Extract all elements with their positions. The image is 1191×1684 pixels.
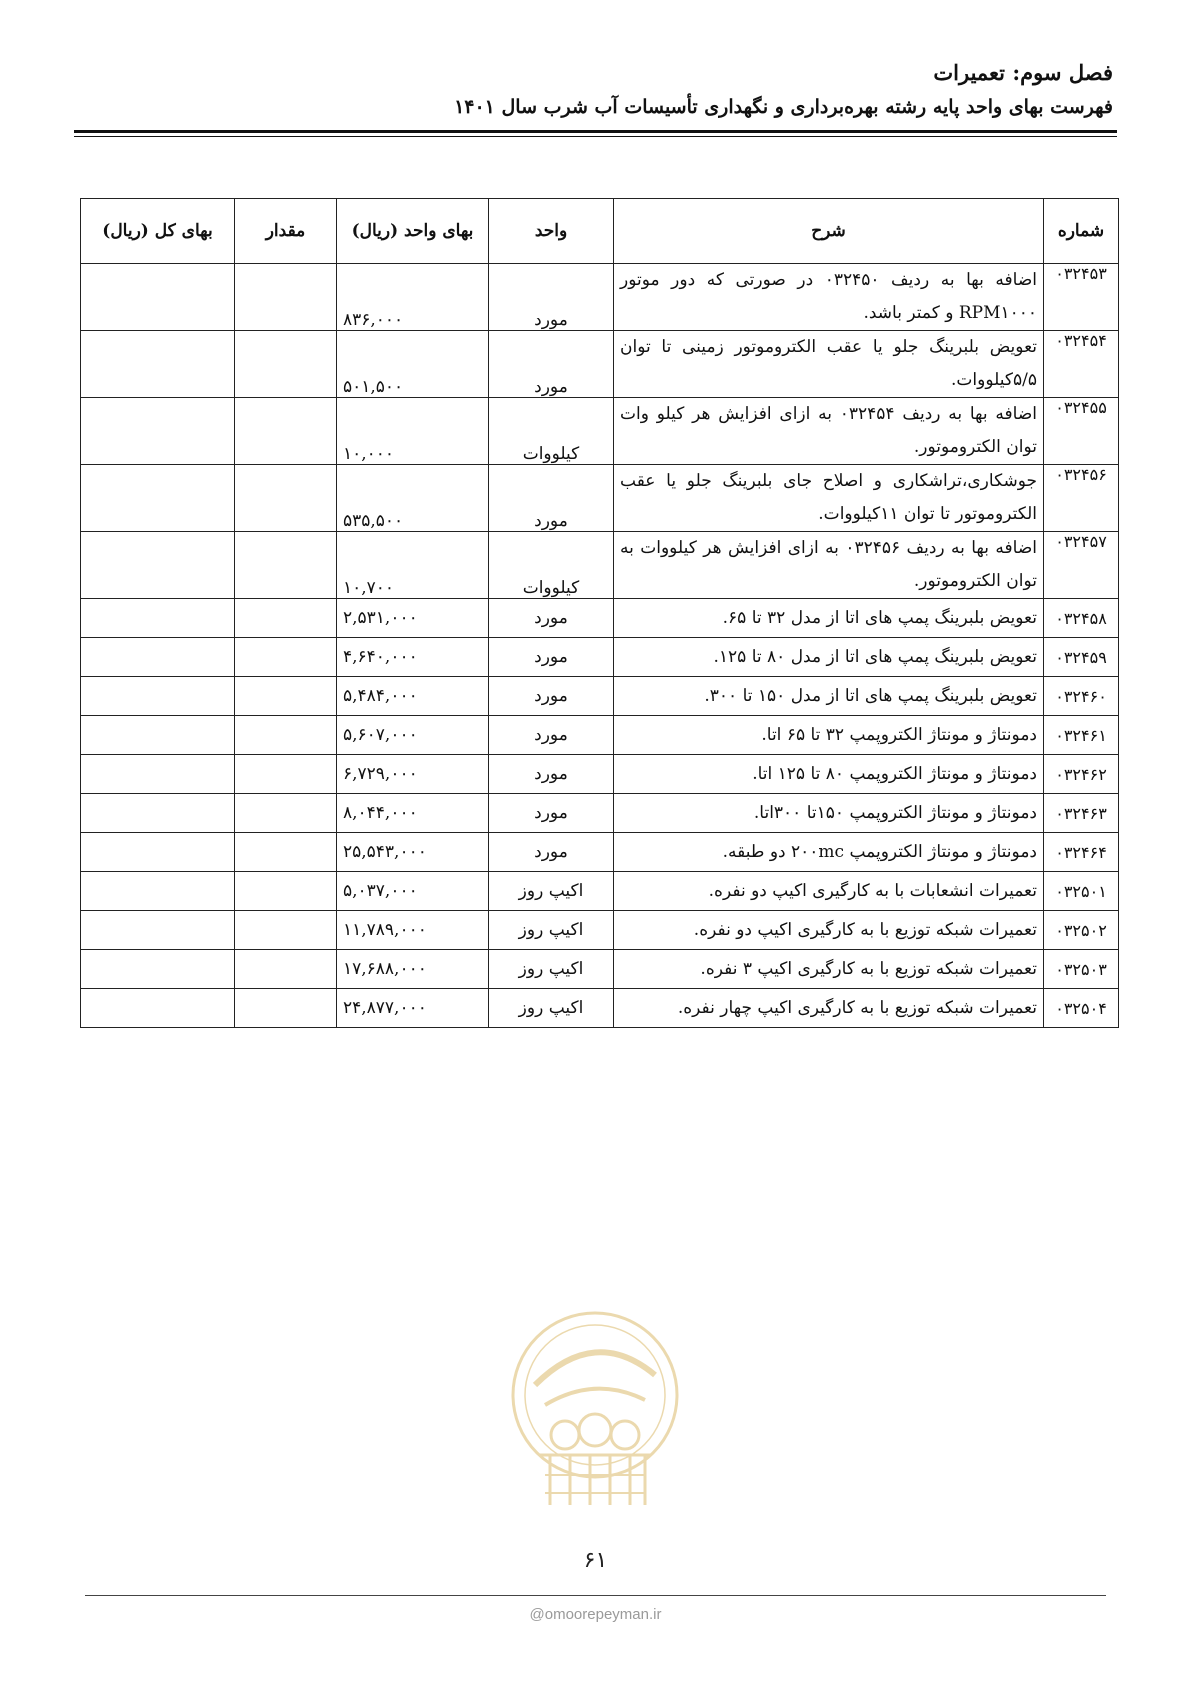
cell-code: ۰۳۲۴۵۷	[1044, 532, 1119, 599]
cell-code: ۰۳۲۴۵۳	[1044, 264, 1119, 331]
table-row	[81, 331, 1119, 398]
cell-code: ۰۳۲۴۶۴	[1044, 833, 1119, 872]
cell-unit: مورد	[489, 264, 614, 331]
header-rule-thin	[74, 136, 1117, 137]
cell-unit: مورد	[489, 755, 614, 794]
table-header-row	[81, 199, 1119, 264]
cell-description: جوشکاری،تراشکاری و اصلاح جای بلبرینگ جلو یا عقب الکتروموتور تا توان ۱۱کیلووات.	[614, 465, 1044, 532]
cell-quantity	[235, 677, 337, 716]
cell-unit: مورد	[489, 794, 614, 833]
cell-quantity	[235, 638, 337, 677]
price-table	[80, 198, 1119, 1028]
column-header-code: شماره	[1044, 199, 1119, 264]
cell-total-price	[81, 264, 235, 331]
cell-quantity	[235, 264, 337, 331]
cell-total-price	[81, 532, 235, 599]
cell-code: ۰۳۲۴۶۳	[1044, 794, 1119, 833]
cell-code: ۰۳۲۵۰۱	[1044, 872, 1119, 911]
cell-unit-price: ۵,۴۸۴,۰۰۰	[337, 677, 489, 716]
cell-description: تعمیرات شبکه توزیع با به کارگیری اکیپ ۳ نفره.	[614, 950, 1044, 989]
cell-description: دمونتاژ و مونتاژ الکتروپمپ ۲۰۰mc دو طبقه.	[614, 833, 1044, 872]
cell-unit: اکیپ روز	[489, 872, 614, 911]
cell-total-price	[81, 794, 235, 833]
cell-total-price	[81, 638, 235, 677]
cell-unit-price: ۲۵,۵۴۳,۰۰۰	[337, 833, 489, 872]
cell-unit: اکیپ روز	[489, 989, 614, 1028]
table-row	[81, 911, 1119, 950]
document-title: فهرست بهای واحد پایه رشته بهره‌برداری و نگهداری تأسیسات آب شرب سال ۱۴۰۱	[454, 96, 1113, 118]
footer-rule	[85, 1595, 1106, 1596]
table-row	[81, 638, 1119, 677]
table-row	[81, 716, 1119, 755]
cell-unit: مورد	[489, 331, 614, 398]
cell-quantity	[235, 872, 337, 911]
cell-unit-price: ۱۷,۶۸۸,۰۰۰	[337, 950, 489, 989]
cell-description: اضافه بها به ردیف ۰۳۲۴۵۰ در صورتی که دور موتور RPM۱۰۰۰ و کمتر باشد.	[614, 264, 1044, 331]
cell-total-price	[81, 599, 235, 638]
table-row	[81, 264, 1119, 331]
table-row	[81, 989, 1119, 1028]
column-header-total-price: بهای کل (ریال)	[81, 199, 235, 264]
cell-code: ۰۳۲۵۰۲	[1044, 911, 1119, 950]
cell-description: اضافه بها به ردیف ۰۳۲۴۵۴ به ازای افزایش هر کیلو وات توان الکتروموتور.	[614, 398, 1044, 465]
cell-code: ۰۳۲۴۶۲	[1044, 755, 1119, 794]
cell-total-price	[81, 677, 235, 716]
website-watermark: @omoorepeyman.ir	[529, 1606, 662, 1623]
cell-unit-price: ۵,۶۰۷,۰۰۰	[337, 716, 489, 755]
table-row	[81, 532, 1119, 599]
cell-total-price	[81, 833, 235, 872]
cell-description: تعویض بلبرینگ پمپ های اتا از مدل ۱۵۰ تا ۳۰۰.	[614, 677, 1044, 716]
table-row	[81, 794, 1119, 833]
cell-total-price	[81, 331, 235, 398]
cell-unit-price: ۱۰,۷۰۰	[337, 532, 489, 599]
cell-total-price	[81, 398, 235, 465]
cell-total-price	[81, 872, 235, 911]
cell-code: ۰۳۲۴۵۵	[1044, 398, 1119, 465]
cell-description: تعویض بلبرینگ جلو یا عقب الکتروموتور زمینی تا توان ۵/۵کیلووات.	[614, 331, 1044, 398]
cell-code: ۰۳۲۵۰۳	[1044, 950, 1119, 989]
cell-quantity	[235, 465, 337, 532]
cell-total-price	[81, 911, 235, 950]
cell-unit: مورد	[489, 599, 614, 638]
table-row	[81, 677, 1119, 716]
cell-unit-price: ۸,۰۴۴,۰۰۰	[337, 794, 489, 833]
cell-unit-price: ۵۰۱,۵۰۰	[337, 331, 489, 398]
cell-description: تعویض بلبرینگ پمپ های اتا از مدل ۸۰ تا ۱۲۵.	[614, 638, 1044, 677]
cell-description: تعمیرات انشعابات با به کارگیری اکیپ دو نفره.	[614, 872, 1044, 911]
column-header-description: شرح	[614, 199, 1044, 264]
cell-unit-price: ۵۳۵,۵۰۰	[337, 465, 489, 532]
page-number: ۶۱	[583, 1548, 608, 1573]
cell-unit: مورد	[489, 677, 614, 716]
cell-unit-price: ۶,۷۲۹,۰۰۰	[337, 755, 489, 794]
page-header	[454, 58, 1113, 122]
cell-unit: کیلووات	[489, 532, 614, 599]
cell-description: دمونتاژ و مونتاژ الکتروپمپ ۸۰ تا ۱۲۵ اتا.	[614, 755, 1044, 794]
cell-unit-price: ۲۴,۸۷۷,۰۰۰	[337, 989, 489, 1028]
table-row	[81, 755, 1119, 794]
cell-quantity	[235, 755, 337, 794]
table-row	[81, 398, 1119, 465]
table-row	[81, 833, 1119, 872]
cell-unit: مورد	[489, 465, 614, 532]
column-header-unit: واحد	[489, 199, 614, 264]
omoorepeyman-seal-logo	[505, 1305, 685, 1515]
cell-description: تعویض بلبرینگ پمپ های اتا از مدل ۳۲ تا ۶۵.	[614, 599, 1044, 638]
cell-total-price	[81, 755, 235, 794]
cell-unit: کیلووات	[489, 398, 614, 465]
cell-unit: اکیپ روز	[489, 911, 614, 950]
cell-unit: مورد	[489, 638, 614, 677]
cell-code: ۰۳۲۴۵۹	[1044, 638, 1119, 677]
cell-unit-price: ۸۳۶,۰۰۰	[337, 264, 489, 331]
cell-unit-price: ۵,۰۳۷,۰۰۰	[337, 872, 489, 911]
cell-total-price	[81, 989, 235, 1028]
cell-unit: مورد	[489, 833, 614, 872]
table-row	[81, 465, 1119, 532]
cell-total-price	[81, 465, 235, 532]
cell-quantity	[235, 599, 337, 638]
cell-quantity	[235, 532, 337, 599]
cell-code: ۰۳۲۴۶۱	[1044, 716, 1119, 755]
cell-code: ۰۳۲۴۵۴	[1044, 331, 1119, 398]
cell-unit-price: ۲,۵۳۱,۰۰۰	[337, 599, 489, 638]
cell-description: اضافه بها به ردیف ۰۳۲۴۵۶ به ازای افزایش هر کیلووات به توان الکتروموتور.	[614, 532, 1044, 599]
table-row	[81, 872, 1119, 911]
header-rule-thick	[74, 130, 1117, 133]
cell-code: ۰۳۲۴۵۸	[1044, 599, 1119, 638]
cell-quantity	[235, 833, 337, 872]
cell-description: دمونتاژ و مونتاژ الکتروپمپ ۳۲ تا ۶۵ اتا.	[614, 716, 1044, 755]
cell-quantity	[235, 794, 337, 833]
table-row	[81, 599, 1119, 638]
cell-unit-price: ۱۰,۰۰۰	[337, 398, 489, 465]
cell-description: تعمیرات شبکه توزیع با به کارگیری اکیپ چهار نفره.	[614, 989, 1044, 1028]
cell-unit: مورد	[489, 716, 614, 755]
cell-unit-price: ۴,۶۴۰,۰۰۰	[337, 638, 489, 677]
cell-quantity	[235, 950, 337, 989]
cell-quantity	[235, 398, 337, 465]
cell-description: تعمیرات شبکه توزیع با به کارگیری اکیپ دو نفره.	[614, 911, 1044, 950]
column-header-quantity: مقدار	[235, 199, 337, 264]
cell-quantity	[235, 716, 337, 755]
cell-quantity	[235, 911, 337, 950]
cell-description: دمونتاژ و مونتاژ الکتروپمپ ۱۵۰تا ۳۰۰اتا.	[614, 794, 1044, 833]
cell-unit: اکیپ روز	[489, 950, 614, 989]
table-row	[81, 950, 1119, 989]
cell-code: ۰۳۲۴۵۶	[1044, 465, 1119, 532]
column-header-unit-price: بهای واحد (ریال)	[337, 199, 489, 264]
cell-code: ۰۳۲۵۰۴	[1044, 989, 1119, 1028]
cell-quantity	[235, 989, 337, 1028]
cell-total-price	[81, 716, 235, 755]
cell-quantity	[235, 331, 337, 398]
cell-code: ۰۳۲۴۶۰	[1044, 677, 1119, 716]
chapter-title: فصل سوم: تعمیرات	[933, 60, 1113, 85]
cell-unit-price: ۱۱,۷۸۹,۰۰۰	[337, 911, 489, 950]
cell-total-price	[81, 950, 235, 989]
